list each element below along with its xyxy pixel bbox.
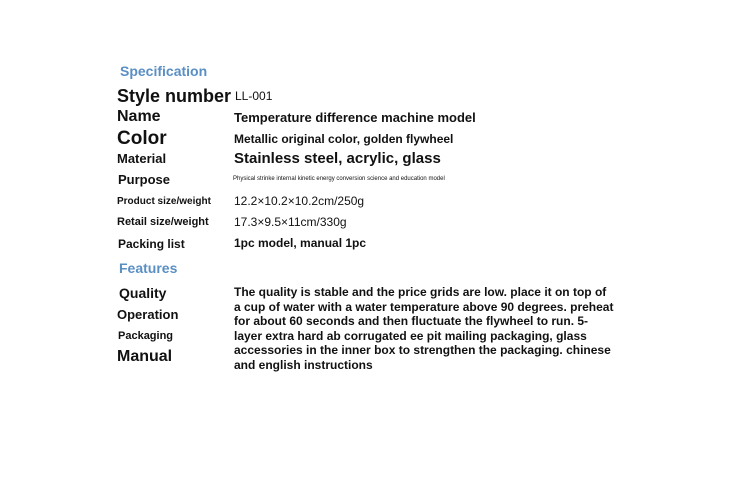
product-size-label: Product size/weight: [117, 196, 211, 207]
packing-list-label: Packing list: [118, 237, 185, 251]
manual-label: Manual: [117, 348, 173, 365]
retail-size-value: 17.3×9.5×11cm/330g: [234, 215, 347, 229]
color-value: Metallic original color, golden flywheel: [234, 132, 454, 146]
style-number-label: Style number: [117, 86, 232, 106]
style-number-value: LL-001: [235, 89, 273, 103]
purpose-value: Physical strinke internal kinetic energy conversion science and education model: [233, 176, 445, 182]
retail-size-label: Retail size/weight: [117, 216, 209, 228]
specification-heading: Specification: [120, 63, 208, 79]
operation-label: Operation: [117, 307, 179, 322]
name-value: Temperature difference machine model: [234, 110, 476, 125]
packaging-label: Packaging: [118, 330, 174, 342]
quality-label: Quality: [119, 285, 167, 301]
color-label: Color: [117, 128, 167, 149]
features-description: The quality is stable and the price grids are low. place it on top of a cup of water with a water temperature above 90 degrees. preheat for about 60 seconds and then fluctuate the flywheel to run. 5-layer extra hard ab corrugated ee pit mailing packaging, glass accessories in the inner box to strengthen the packaging. chinese and english instructions: [234, 285, 614, 372]
name-label: Name: [117, 108, 161, 125]
purpose-label: Purpose: [118, 172, 171, 187]
product-size-value: 12.2×10.2×10.2cm/250g: [234, 194, 365, 208]
material-value: Stainless steel, acrylic, glass: [234, 150, 441, 167]
packing-list-value: 1pc model, manual 1pc: [234, 236, 367, 250]
material-label: Material: [117, 151, 167, 166]
features-heading: Features: [119, 260, 178, 276]
